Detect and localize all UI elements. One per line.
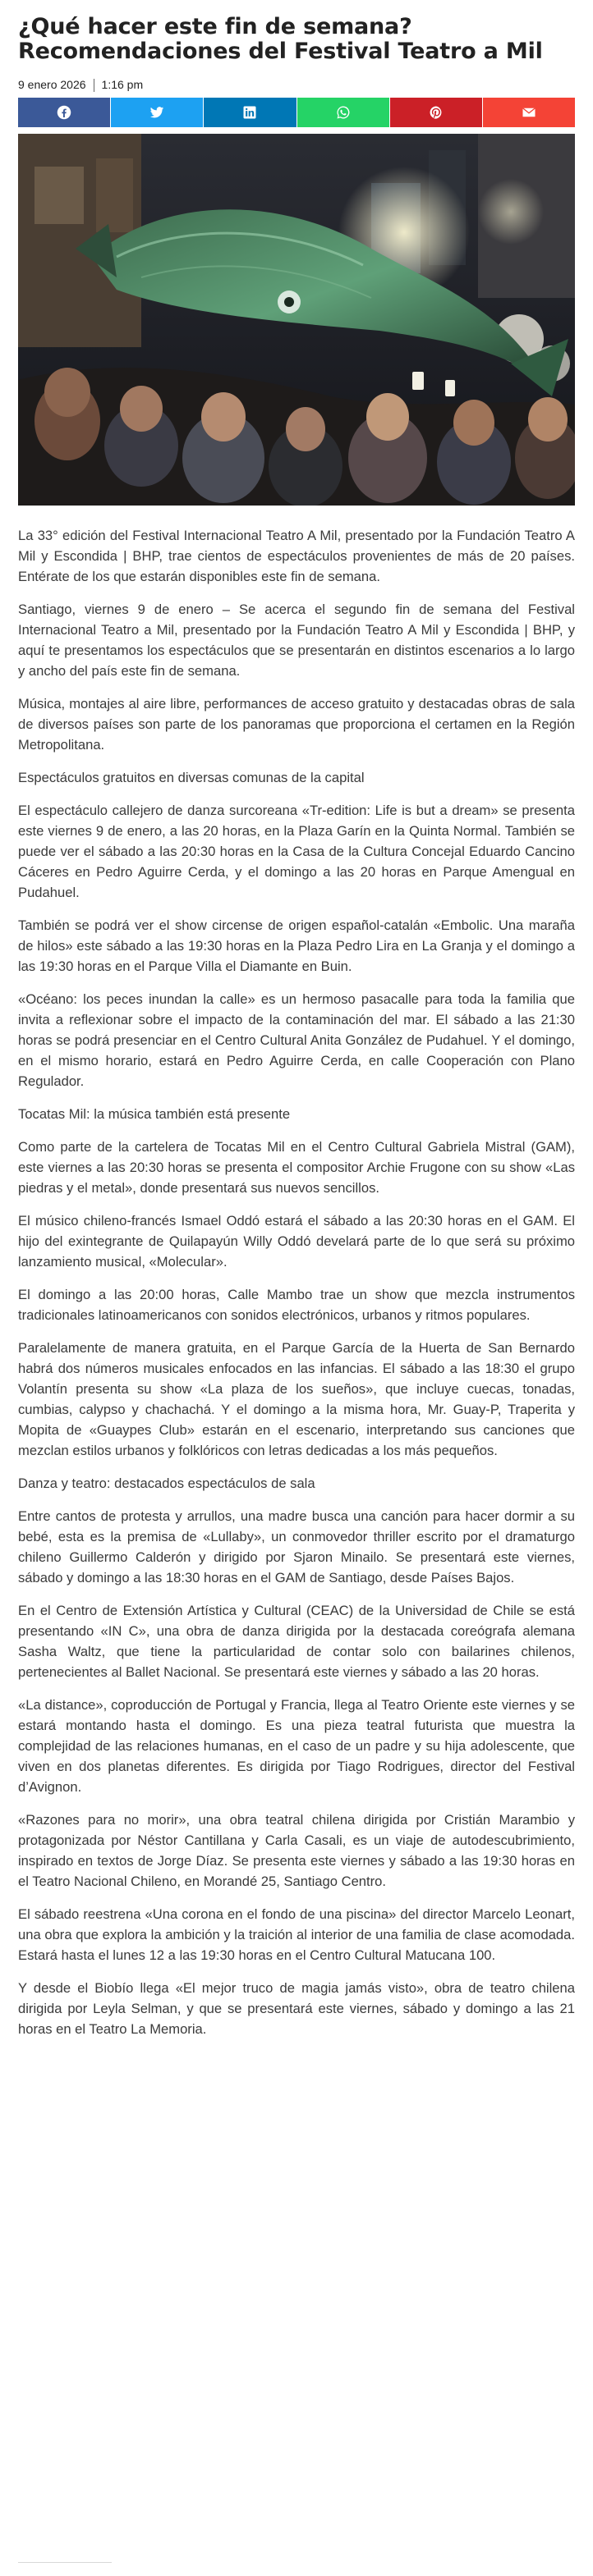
- share-facebook-button[interactable]: [18, 98, 110, 127]
- paragraph: El sábado reestrena «Una corona en el fondo de una piscina» del director Marcelo Leonart, una obra que explora la ambición y la traición al interior de una familia de clase acomodada. Estará hasta el lunes 12 a las 19:30 horas en el Centro Cultural Matucana 100.: [18, 1906, 575, 1963]
- paragraph: El músico chileno-francés Ismael Oddó estará el sábado a las 20:30 horas en el GAM. El hijo del exintegrante de Quilapayún Willy Oddó develará parte de lo que será su próximo lanzamiento musical, «Molecular».: [18, 1213, 575, 1270]
- section-heading: Tocatas Mil: la música también está presente: [18, 1106, 291, 1122]
- section-heading: Danza y teatro: destacados espectáculos de sala: [18, 1476, 315, 1491]
- paragraph: Santiago, viernes 9 de enero – Se acerca el segundo fin de semana del Festival Internacional Teatro a Mil, presentado por la Fundación Teatro A Mil y Escondida | BHP, y aquí te presentamos los espectáculos que se presentarán en distintos escenarios a lo largo y ancho del país este fin de semana.: [18, 602, 575, 679]
- paragraph: Como parte de la cartelera de Tocatas Mil en el Centro Cultural Gabriela Mistral (GAM), este viernes a las 20:30 horas se presenta el compositor Archie Frugone con su show «Las piedras y el metal», donde presentará sus nuevos sencillos.: [18, 1139, 575, 1196]
- whatsapp-icon: [336, 105, 351, 120]
- article-title: ¿Qué hacer este fin de semana? Recomendaciones del Festival Teatro a Mil: [18, 14, 543, 64]
- share-twitter-button[interactable]: [111, 98, 203, 127]
- email-icon: [522, 105, 536, 120]
- section-heading: Espectáculos gratuitos en diversas comunas de la capital: [18, 770, 365, 785]
- article-date: 9 enero 2026: [18, 78, 86, 91]
- paragraph: «Razones para no morir», una obra teatral chilena dirigida por Cristián Marambio y protagonizada por Néstor Cantillana y Carla Casali, es un viaje de autodescubrimiento, inspirado en textos de Jorge Díaz. Se presenta este viernes y sábado a las 19:30 horas en el Teatro Nacional Chileno, en Morandé 25, Santiago Centro.: [18, 1812, 575, 1889]
- pinterest-icon: [429, 105, 444, 120]
- hero-photo: [18, 134, 575, 506]
- paragraph: «Océano: los peces inundan la calle» es un hermoso pasacalle para toda la familia que invita a reflexionar sobre el impacto de la contaminación del mar. El sábado a las 21:30 horas se podrá presenciar en el Centro Cultural Anita González de Pudahuel. Y el domingo, en el mismo horario, estará en Pedro Aguirre Cerda, en calle Cooperación con Plano Regulador.: [18, 991, 575, 1089]
- paragraph: Paralelamente de manera gratuita, en el Parque García de la Huerta de San Bernardo habrá dos números musicales enfocados en las infancias. El sábado a las 18:30 el grupo Volantín presenta su show «La plaza de los sueños», que incluye cuecas, tonadas, cumbias, calypso y chachachá. Y el domingo a la misma hora, Mr. Guay-P, Traperita y Mopita de «Guaypes Club» estarán en el escenario, interpretando sus canciones que mezclan estilos urbanos y folklóricos con letras dedicadas a los más pequeños.: [18, 1340, 575, 1458]
- share-email-button[interactable]: [483, 98, 575, 127]
- article: [18, 0, 575, 2052]
- twitter-icon: [149, 105, 164, 120]
- paragraph: En el Centro de Extensión Artística y Cultural (CEAC) de la Universidad de Chile se está presentando «IN C», una obra de danza dirigida por la destacada coreógrafa alemana Sasha Waltz, que tiene la particularidad de contar solo con bailarines chilenos, pertenecientes al Ballet Nacional. Se presentará este viernes y sábado a las 20 horas.: [18, 1603, 575, 1680]
- article-body: [18, 525, 575, 2039]
- footer-divider: [18, 2562, 112, 2563]
- share-whatsapp-button[interactable]: [297, 98, 389, 127]
- article-meta: [18, 77, 575, 92]
- share-pinterest-button[interactable]: [390, 98, 482, 127]
- facebook-icon: [57, 105, 71, 120]
- paragraph: El espectáculo callejero de danza surcoreana «Tr-edition: Life is but a dream» se presenta este viernes 9 de enero, a las 20 horas, en la Plaza Garín en la Quinta Normal. También se puede ver el sábado a las 20:30 horas en la Casa de la Cultura Concejal Eduardo Cancino Cáceres en Pedro Aguirre Cerda, y el domingo a las 20 horas en Parque Amengual en Pudahuel.: [18, 803, 575, 900]
- linkedin-icon: [242, 105, 257, 120]
- festival-fish-puppet-illustration: [18, 134, 575, 506]
- paragraph: La 33° edición del Festival Internacional Teatro A Mil, presentado por la Fundación Teatro A Mil y Escondida | BHP, trae cientos de espectáculos provenientes de más de 20 países. Entérate de los que estarán disponibles este fin de semana.: [18, 528, 575, 584]
- paragraph: El domingo a las 20:00 horas, Calle Mambo trae un show que mezcla instrumentos tradicionales latinoamericanos con sonidos electrónicos, urbanos y ritmos populares.: [18, 1287, 575, 1323]
- article-time: 1:16 pm: [101, 78, 144, 91]
- paragraph: «La distance», coproducción de Portugal y Francia, llega al Teatro Oriente este viernes y se estará montando hasta el domingo. Es una pieza teatral futurista que muestra la complejidad de las relaciones humanas, en el caso de un padre y su hija adolescente, que viven en dos planetas diferentes. Es dirigida por Tiago Rodrigues, director del Festival d’Avignon.: [18, 1697, 575, 1795]
- paragraph: Música, montajes al aire libre, performances de acceso gratuito y destacadas obras de sala de diversos países son parte de los panoramas que proporciona el certamen en la Región Metropolitana.: [18, 696, 575, 753]
- share-bar: [18, 98, 575, 127]
- paragraph: Entre cantos de protesta y arrullos, una madre busca una canción para hacer dormir a su bebé, esta es la premisa de «Lullaby», un conmovedor thriller escrito por el dramaturgo chileno Guillermo Calderón y dirigido por Sjaron Minailo. Se presentará este viernes, sábado y domingo a las 18:30 horas en el GAM de Santiago, desde Países Bajos.: [18, 1508, 575, 1585]
- paragraph: También se podrá ver el show circense de origen español-catalán «Embolic. Una maraña de hilos» este sábado a las 19:30 horas en la Plaza Pedro Lira en La Granja y el domingo a las 19:30 horas en el Parque Villa el Diamante en Buin.: [18, 917, 575, 974]
- share-linkedin-button[interactable]: [204, 98, 296, 127]
- paragraph: Y desde el Biobío llega «El mejor truco de magia jamás visto», obra de teatro chilena dirigida por Leyla Selman, y que se presentará este viernes, sábado y domingo a las 21 horas en el Teatro La Memoria.: [18, 1980, 575, 2037]
